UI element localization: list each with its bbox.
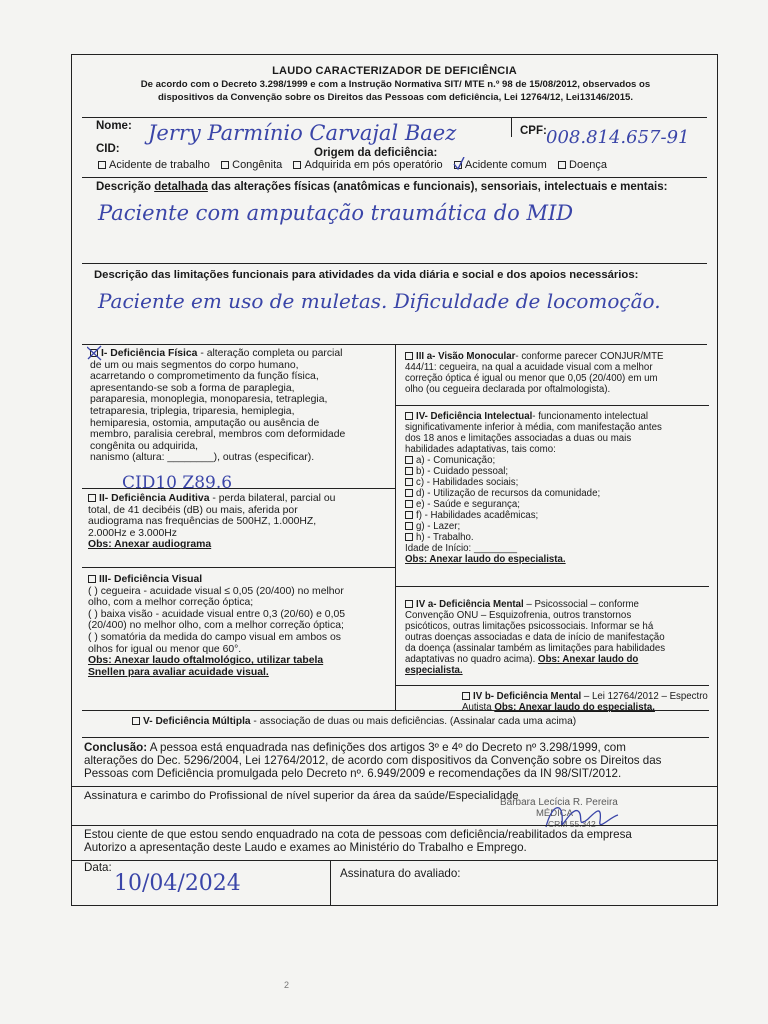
checkbox[interactable] xyxy=(88,494,96,502)
text-line: Pessoas com Deficiência promulgada pelo Decreto nº. 6.949/2009 e recomendações da IN 98/SIT/2012. xyxy=(84,767,622,780)
intelectual-heading-line xyxy=(405,411,711,422)
text-line: - conforme parecer CONJUR/MTE xyxy=(515,351,664,362)
text-line: olhos for igual ou menor que 60°. xyxy=(88,643,242,655)
divider xyxy=(72,860,717,861)
checkbox[interactable] xyxy=(221,161,229,169)
section-monocular xyxy=(405,351,711,395)
checkbox[interactable] xyxy=(405,456,413,464)
label-part-underlined: detalhada xyxy=(154,181,208,193)
item-label: g) - Lazer; xyxy=(416,521,461,532)
checkbox[interactable] xyxy=(405,467,413,475)
auditiva-title: II- Deficiência Auditiva xyxy=(99,493,210,504)
onset-age: Idade de Início: ________ xyxy=(405,543,518,554)
cpf-value[interactable]: 008.814.657-91 xyxy=(546,127,690,148)
mental-b-heading-line xyxy=(462,691,710,702)
evaluated-signature-field[interactable] xyxy=(336,881,708,905)
checkbox[interactable] xyxy=(558,161,566,169)
text-line: 444/11: cegueira, na qual a acuidade visual com a melhor xyxy=(405,362,653,373)
visual-obs: Obs: Anexar laudo oftalmológico, utilizar tabela xyxy=(88,655,324,667)
text-line: olho, com a melhor correção óptica; xyxy=(88,597,254,609)
section-fisica xyxy=(90,348,388,464)
stamp-role: MÉDICA xyxy=(536,808,573,819)
checkbox[interactable] xyxy=(405,600,413,608)
divider xyxy=(82,567,395,568)
laudo-form xyxy=(71,54,718,906)
origin-option-acidente-comum[interactable] xyxy=(454,159,547,171)
text-line: tetraparesia, triplegia, triparesia, hemiplegia, xyxy=(90,405,295,417)
item-label: e) - Saúde e segurança; xyxy=(416,499,520,510)
text-line: membro, paralisia cerebral, membros com deformidade xyxy=(90,429,346,441)
text-line: – Lei 12764/2012 – Espectro xyxy=(583,691,708,702)
divider xyxy=(395,344,396,710)
intelectual-item[interactable] xyxy=(405,532,711,543)
intelectual-item[interactable] xyxy=(405,521,711,532)
checkbox[interactable] xyxy=(405,478,413,486)
origin-option-pos-operatorio[interactable] xyxy=(293,159,442,171)
auditiva-heading-line xyxy=(88,493,388,505)
form-title: LAUDO CARACTERIZADOR DE DEFICIÊNCIA xyxy=(272,65,517,77)
evaluated-signature-label: Assinatura do avaliado: xyxy=(340,867,461,880)
text-line: apresentando-se sob a forma de paraplegia, xyxy=(90,382,295,394)
divider xyxy=(72,786,717,787)
divider xyxy=(82,710,709,711)
mental-b-title: IV b- Deficiência Mental xyxy=(473,691,582,702)
text-line: 2.000Hz e 3.000Hz xyxy=(88,527,177,539)
checkbox[interactable] xyxy=(293,161,301,169)
checkbox[interactable] xyxy=(98,161,106,169)
text-line: - perda bilateral, parcial ou xyxy=(212,493,336,504)
origin-option-congenita[interactable] xyxy=(221,159,282,171)
origin-label: Origem da deficiência: xyxy=(314,147,438,159)
fisica-title: I- Deficiência Física xyxy=(101,348,198,359)
text-line: A pessoa está enquadrada nas definições dos artigos 3º e 4º do Decreto nº 3.298/1999, com xyxy=(149,741,626,754)
text-line: Convenção ONU – Esquizofrenia, outros transtornos xyxy=(405,610,632,621)
checkbox[interactable] xyxy=(405,412,413,420)
divider xyxy=(82,117,707,118)
item-label: a) - Comunicação; xyxy=(416,455,496,466)
item-label: c) - Habilidades sociais; xyxy=(416,477,519,488)
intelectual-title: IV- Deficiência Intelectual xyxy=(416,411,533,422)
stamp-crm: CRM 55.342 xyxy=(548,819,596,829)
multipla-title: V- Deficiência Múltipla xyxy=(143,716,251,727)
divider xyxy=(395,586,709,587)
checkbox[interactable] xyxy=(405,511,413,519)
name-value[interactable]: Jerry Parmínio Carvajal Baez xyxy=(148,121,457,145)
text-line: dos 18 anos e limitações associadas a duas ou mais xyxy=(405,433,632,444)
label-part: das alterações físicas (anatômicas e funcionais), sensoriais, intelectuais e mentais: xyxy=(207,181,668,193)
cid-handwritten[interactable]: CID10 Z89.6 xyxy=(122,473,233,493)
divider xyxy=(511,117,512,137)
text-line: da doença (assinalar também as limitações para habilidades xyxy=(405,643,666,654)
origin-options xyxy=(98,159,615,171)
cid-label: CID: xyxy=(96,143,120,155)
intelectual-item[interactable] xyxy=(405,499,711,510)
text-line: congênita ou adquirida, xyxy=(90,440,199,452)
date-label: Data: xyxy=(84,861,112,874)
text-line: olho (ou cegueira declarada por oftalmologista). xyxy=(405,384,611,395)
text-line: ( ) baixa visão - acuidade visual entre 0,3 (20/60) e 0,05 xyxy=(88,608,346,620)
fisica-heading-line xyxy=(90,348,388,360)
section-visual xyxy=(88,574,392,678)
intelectual-item[interactable] xyxy=(405,455,711,466)
description-value[interactable]: Paciente com amputação traumática do MID xyxy=(98,201,574,225)
checkbox-checked[interactable] xyxy=(90,349,98,357)
text-line: alterações do Dec. 5296/2004, Lei 12764/2012, de acordo com dispositivos da Convenção sobre os Direitos das xyxy=(84,754,662,767)
checkbox[interactable] xyxy=(405,500,413,508)
mental-a-obs: Obs: Anexar laudo do xyxy=(538,654,639,665)
text-line: ( ) somatória da medida do campo visual em ambos os xyxy=(88,631,341,643)
text-line: significativamente inferior à média, com manifestação antes xyxy=(405,422,662,433)
auditiva-obs: Obs: Anexar audiograma xyxy=(88,539,212,551)
origin-option-acidente-trabalho[interactable] xyxy=(98,159,210,171)
item-label: h) - Trabalho. xyxy=(416,532,474,543)
text-line: total, de 41 decibéis (dB) ou mais, aferida por xyxy=(88,504,298,516)
divider xyxy=(395,405,709,406)
text-line: paraparesia, monoplegia, monoparesia, tetraplegia, xyxy=(90,394,328,406)
text-line: – Psicossocial – conforme xyxy=(526,599,639,610)
checkbox[interactable] xyxy=(405,489,413,497)
checkbox[interactable] xyxy=(88,575,96,583)
checkbox[interactable] xyxy=(132,717,140,725)
item-label: b) - Cuidado pessoal; xyxy=(416,466,509,477)
intelectual-obs: Obs: Anexar laudo do especialista. xyxy=(405,554,566,565)
monocular-title: III a- Visão Monocular xyxy=(416,351,516,362)
intelectual-item[interactable] xyxy=(405,510,711,521)
checkbox[interactable] xyxy=(405,533,413,541)
mental-a-title: IV a- Deficiência Mental xyxy=(416,599,524,610)
mental-b-obs: Obs: Anexar laudo do especialista. xyxy=(494,702,655,713)
conclusion-label: Conclusão: xyxy=(84,741,148,754)
text-line: acarretando o comprometimento da função física, xyxy=(90,371,319,383)
text-line: audiograma nas frequências de 500HZ, 1.000HZ, xyxy=(88,516,317,528)
text-line: adaptativas no quadro acima). xyxy=(405,654,536,665)
date-value[interactable]: 10/04/2024 xyxy=(114,871,241,896)
limitations-label: Descrição das limitações funcionais para atividades da vida diária e social e dos apoios necessários: xyxy=(94,269,639,281)
visual-title: III- Deficiência Visual xyxy=(99,574,203,585)
name-label: Nome: xyxy=(96,120,132,132)
intelectual-item[interactable] xyxy=(405,488,711,499)
limitations-value[interactable]: Paciente em uso de muletas. Dificuldade de locomoção. xyxy=(98,289,661,313)
text-line: habilidades adaptativas, tais como: xyxy=(405,444,556,455)
section-mental-a xyxy=(405,599,711,676)
checkbox-checked[interactable] xyxy=(454,161,462,169)
option-label: Doença xyxy=(569,159,607,171)
option-label: Acidente comum xyxy=(464,159,547,171)
form-subtitle-line1: De acordo com o Decreto 3.298/1999 e com a Instrução Normativa SIT/ MTE n.º 98 de 15/08/2012, observados os xyxy=(140,79,651,90)
mental-a-heading-line xyxy=(405,599,711,610)
divider xyxy=(72,825,717,826)
text-line: psicóticos, outras limitações psicossociais. Informar se há xyxy=(405,621,654,632)
text-line: nanismo (altura: ________), outras (especificar). xyxy=(90,452,315,464)
checkbox[interactable] xyxy=(405,522,413,530)
monocular-heading-line xyxy=(405,351,711,362)
mental-a-obs: especialista. xyxy=(405,665,463,676)
item-label: d) - Utilização de recursos da comunidade; xyxy=(416,488,601,499)
checkbox[interactable] xyxy=(405,352,413,360)
section-multipla xyxy=(132,716,576,727)
text-line: (20/400) no melhor olho, com a melhor correção óptica; xyxy=(88,620,344,632)
cpf-label: CPF: xyxy=(520,125,547,137)
text-line: Autorizo a apresentação deste Laudo e exames ao Ministério do Trabalho e Emprego. xyxy=(84,841,527,854)
visual-heading-line xyxy=(88,574,392,586)
divider xyxy=(82,737,709,738)
text-line: ( ) cegueira - acuidade visual ≤ 0,05 (20/400) no melhor xyxy=(88,585,344,597)
signature-label: Assinatura e carimbo do Profissional de nível superior da área da saúde/Especialidade xyxy=(84,790,519,802)
divider xyxy=(395,685,709,686)
text-line: Estou ciente de que estou sendo enquadrado na cota de pessoas com deficiência/reabilitados da empresa xyxy=(84,828,632,841)
text-line: Autista xyxy=(462,702,495,713)
text-line: outras doenças associadas e data de início de manifestação xyxy=(405,632,665,643)
intelectual-item[interactable] xyxy=(405,477,711,488)
agreement xyxy=(84,828,632,854)
option-label: Congênita xyxy=(232,159,283,171)
option-label: Acidente de trabalho xyxy=(109,159,210,171)
section-auditiva xyxy=(88,493,388,551)
text-line: - associação de duas ou mais deficiências. (Assinalar cada uma acima) xyxy=(253,716,577,727)
text-line: - funcionamento intelectual xyxy=(532,411,649,422)
text-line: de um ou mais segmentos do corpo humano, xyxy=(90,359,299,371)
origin-option-doenca[interactable] xyxy=(558,159,607,171)
divider xyxy=(82,177,707,178)
checkbox[interactable] xyxy=(462,692,470,700)
item-label: f) - Habilidades acadêmicas; xyxy=(416,510,539,521)
section-intelectual xyxy=(405,411,711,565)
check-mark-icon xyxy=(87,345,103,361)
option-label: Adquirida em pós operatório xyxy=(304,159,443,171)
divider xyxy=(330,860,331,905)
intelectual-item[interactable] xyxy=(405,466,711,477)
stamp-name: Barbara Lecícia R. Pereira xyxy=(500,797,618,808)
text-line: hemiparesia, ostomia, amputação ou ausência de xyxy=(90,417,320,429)
label-part: Descrição xyxy=(96,181,155,193)
divider xyxy=(82,263,707,264)
text-line: correção óptica é igual ou menor que 0,05 (20/400) em um xyxy=(405,373,658,384)
description-label xyxy=(96,181,667,193)
divider xyxy=(82,488,395,489)
form-subtitle-line2: dispositivos da Convenção sobre os Direitos das Pessoas com deficiência, Lei 12764/12, Lei13146/2015. xyxy=(157,92,634,103)
visual-obs: Snellen para avaliar acuidade visual. xyxy=(88,666,269,678)
page-mark: 2 xyxy=(284,980,290,990)
conclusion xyxy=(84,741,714,780)
check-mark-icon xyxy=(453,157,465,171)
text-line: - alteração completa ou parcial xyxy=(200,348,343,359)
